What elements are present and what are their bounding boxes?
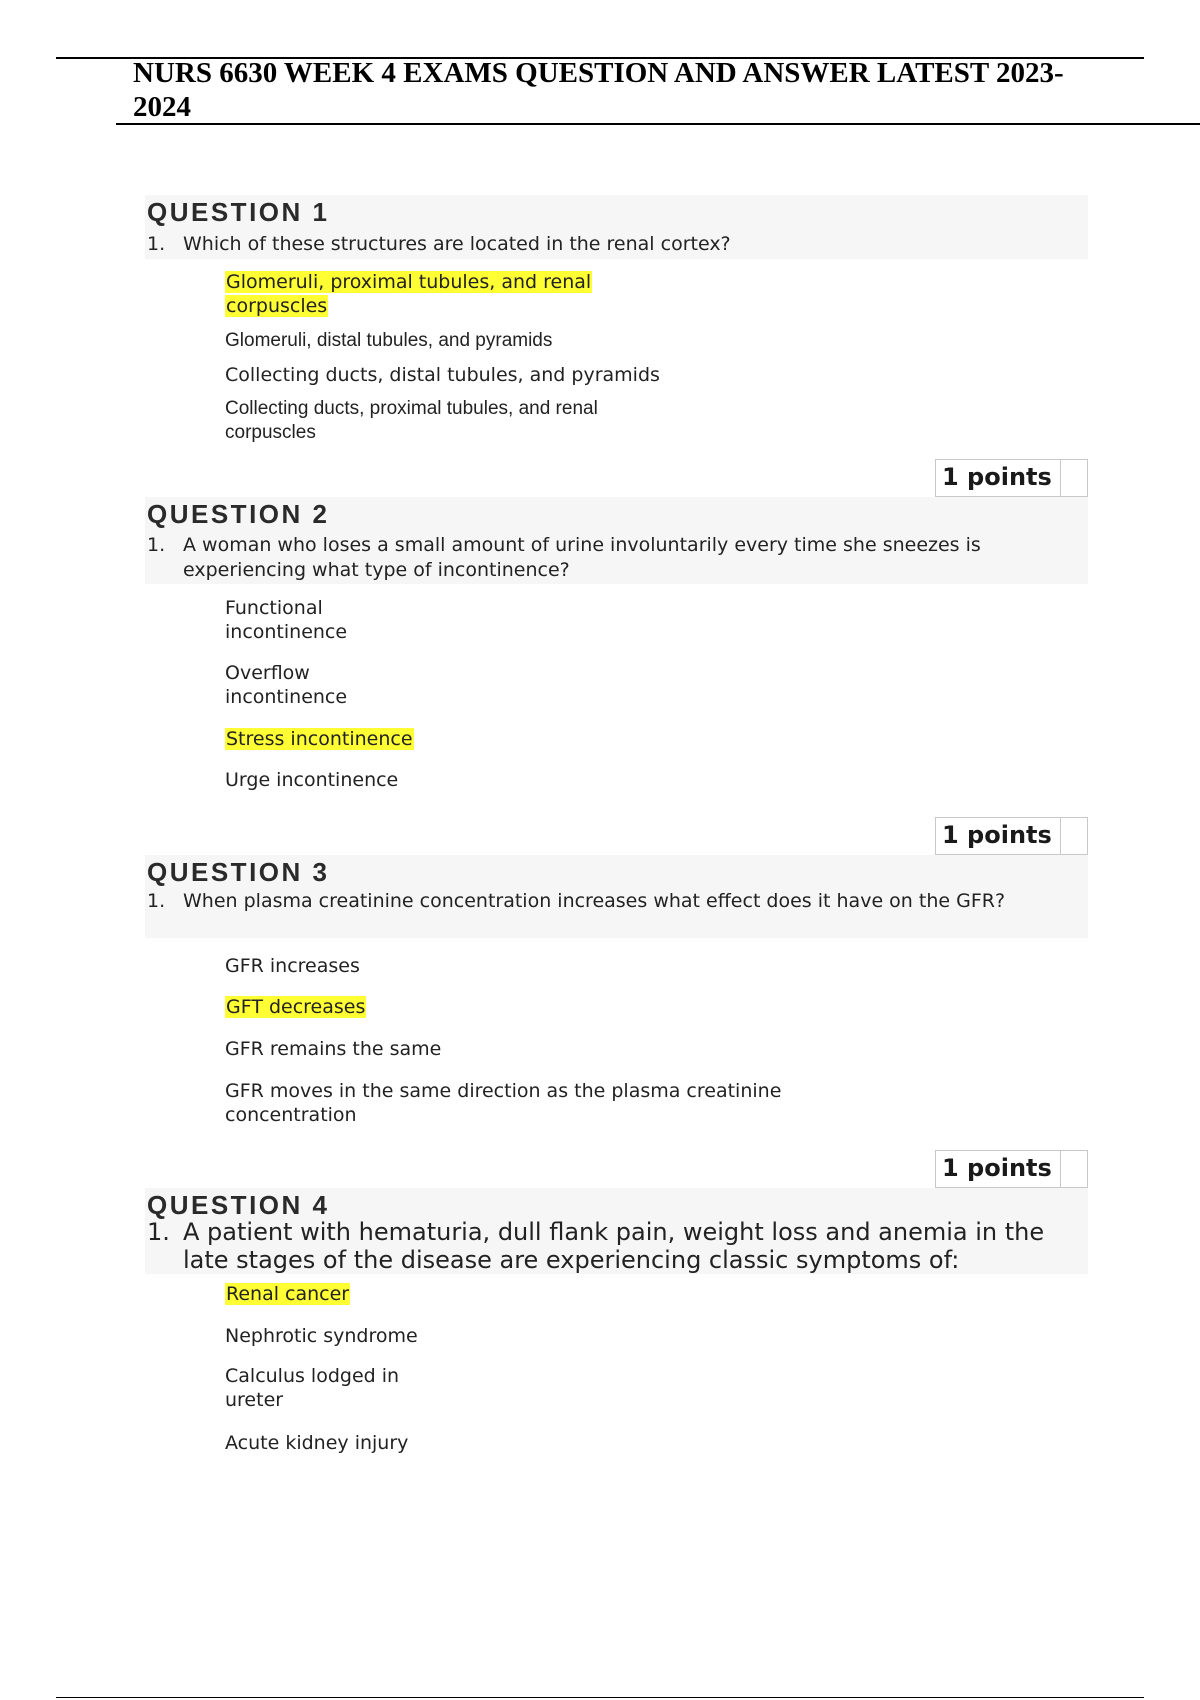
question-1-answer-4[interactable] [225,397,655,445]
question-4-answer-1[interactable] [225,1282,525,1306]
question-3-answer-3[interactable] [225,1037,525,1061]
answer-text: Calculus lodged in ureter [225,1365,400,1411]
points-input-box[interactable] [1060,460,1087,496]
answer-text: Nephrotic syndrome [225,1325,418,1347]
answer-text: Collecting ducts, distal tubules, and pyramids [225,364,660,386]
question-1-number: 1. [147,233,166,255]
points-label: 1 points [942,1154,1052,1182]
question-2-points [935,817,1088,855]
answer-text: GFR increases [225,955,360,977]
question-2-text-block [147,533,1063,583]
answer-text: Glomeruli, proximal tubules, and renal corpuscles [226,271,592,317]
question-2-answer-2[interactable] [225,661,365,709]
document-title: NURS 6630 WEEK 4 EXAMS QUESTION AND ANSWER LATEST 2023-2024 [133,57,1064,123]
points-input-box[interactable] [1060,818,1087,854]
question-1-answer-2[interactable] [225,329,725,353]
answer-text: GFR remains the same [225,1038,442,1060]
question-2-number: 1. [147,534,166,556]
bottom-rule [56,1697,1144,1698]
answer-text: Urge incontinence [225,769,399,791]
answer-text: Stress incontinence [226,728,413,750]
answer-text: Acute kidney injury [225,1432,409,1454]
question-3-text: When plasma creatinine concentration increases what effect does it have on the GFR? [183,890,1006,912]
answer-text: Functional incontinence [225,597,348,643]
question-3-text-block [147,889,1063,914]
question-2-text: A woman who loses a small amount of urine involuntarily every time she sneezes is experiencing what type of incontinence? [183,534,981,581]
question-2-header [145,497,1088,584]
question-1-label: QUESTION 1 [147,197,330,227]
question-3-answer-4[interactable] [225,1079,825,1127]
question-4-answer-2[interactable] [225,1324,525,1348]
question-2-label: QUESTION 2 [147,499,330,529]
question-1-header [145,195,1088,259]
points-label: 1 points [942,821,1052,849]
question-1-text: Which of these structures are located in the renal cortex? [183,233,731,255]
question-4-text: A patient with hematuria, dull flank pain, weight loss and anemia in the late stages of the disease are experiencing classic symptoms of: [183,1218,1045,1274]
answer-text: Renal cancer [226,1283,350,1305]
question-2-answer-4[interactable] [225,768,525,792]
question-4-label: QUESTION 4 [147,1190,330,1220]
question-3-points [935,1150,1088,1188]
question-3-answer-1[interactable] [225,954,525,978]
question-4-answer-4[interactable] [225,1431,525,1455]
answer-text: Overflow incontinence [225,662,348,708]
question-3-number: 1. [147,890,166,912]
question-1-answer-3[interactable] [225,363,745,387]
title-rule [116,123,1200,125]
question-4-text-block [147,1218,1063,1274]
question-1-answer-1[interactable] [225,270,625,318]
answer-text: GFR moves in the same direction as the plasma creatinine concentration [225,1080,782,1126]
answer-text: Collecting ducts, proximal tubules, and renal corpuscles [225,398,598,443]
question-4-header [145,1188,1088,1274]
points-label: 1 points [942,463,1052,491]
question-4-answer-3[interactable] [225,1364,415,1412]
question-2-answer-1[interactable] [225,596,365,644]
question-3-label: QUESTION 3 [147,857,330,887]
question-1-points [935,459,1088,497]
question-1-text-block [147,232,1063,257]
question-3-header [145,855,1088,938]
question-3-answer-2[interactable] [225,995,525,1019]
points-input-box[interactable] [1060,1151,1087,1187]
answer-text: GFT decreases [226,996,366,1018]
question-4-number: 1. [147,1218,170,1246]
question-2-answer-3[interactable] [225,727,525,751]
answer-text: Glomeruli, distal tubules, and pyramids [225,330,553,351]
